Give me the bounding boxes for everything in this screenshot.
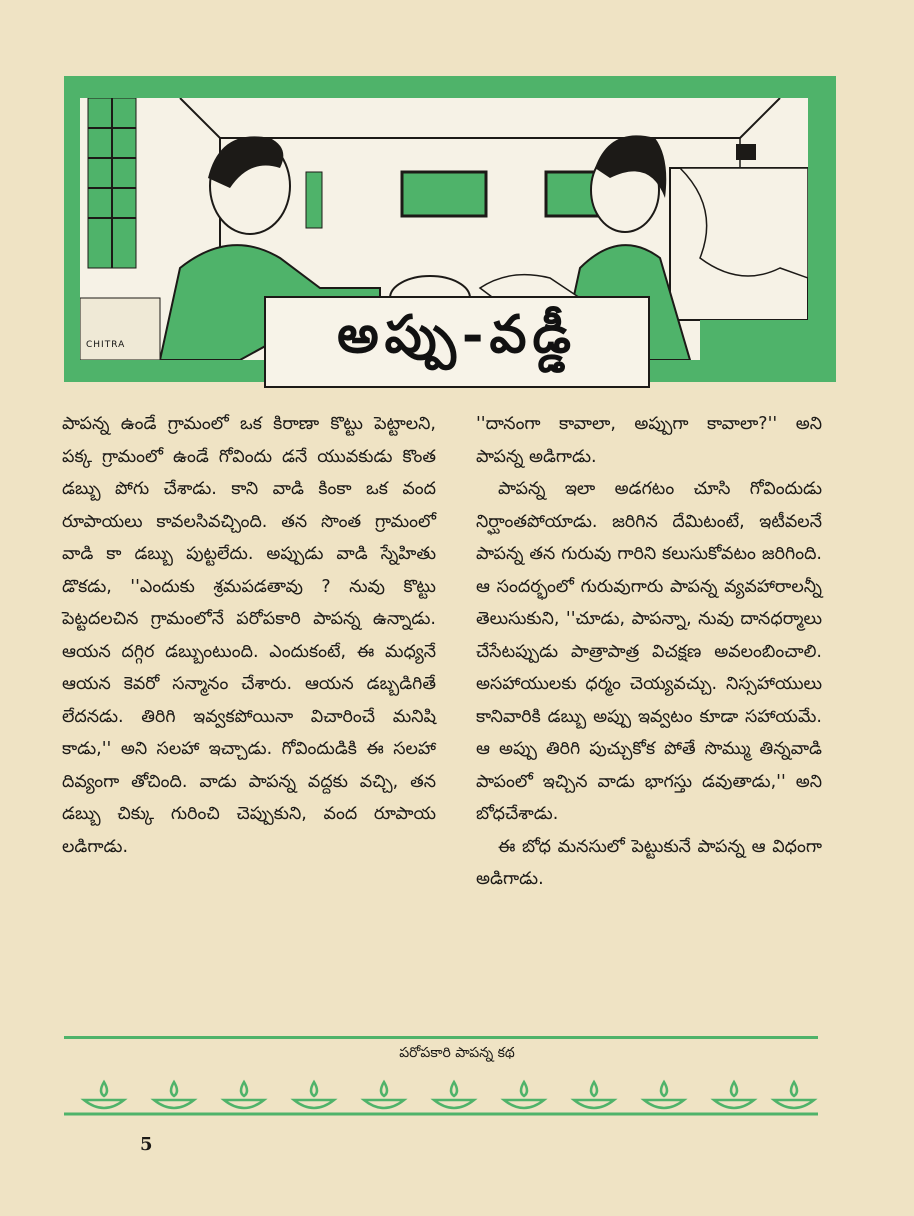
right-paragraph: ఈ బోధ మనసులో పెట్టుకునే పాపన్న ఆ విధంగా అడిగాడు.	[476, 836, 822, 889]
page-number: 5	[140, 1134, 153, 1155]
right-paragraph: ''దానంగా కావాలా, అప్పుగా కావాలా?'' అని పాపన్న అడిగాడు.	[476, 414, 822, 467]
series-title: పరోపకారి పాపన్న కథ	[399, 1045, 515, 1061]
right-paragraph: పాపన్న ఇలా అడగటం చూసి గోవిందుడు నిర్ఘాంతపోయాడు. జరిగిన దేమిటంటే, ఇటీవలనే పాపన్న తన గురువు గారిని కలుసుకోవటం జరిగింది. ఆ సందర్భంలో గురువుగారు పాపన్న వ్యవహారాలన్నీ తెలుసుకుని, ''చూడు, పాపన్నా, నువు దానధర్మాలు చేసేటప్పుడు పాత్రాపాత్ర విచక్షణ అవలంబించాలి. అసహాయులకు ధర్మం చెయ్యవచ్చు. నిస్సహాయులు కానివారికి డబ్బు అప్పు ఇవ్వటం కూడా సహాయమే. ఆ అప్పు తిరిగి పుచ్చుకోక పోతే సొమ్ము తిన్నవాడి పాపంలో ఇచ్చిన వాడు భాగస్తు డవుతాడు,'' అని బోధచేశాడు.	[476, 479, 822, 824]
footer-rule	[64, 1036, 818, 1039]
artist-signature: CHITRA	[86, 340, 126, 350]
left-paragraph: పాపన్న ఉండే గ్రామంలో ఒక కిరాణా కొట్టు పెట్టాలని, పక్క గ్రామంలో ఉండే గోవిందు డనే యువకుడు కొంత డబ్బు పోగు చేశాడు. కాని వాడి కింకా ఒక వంద రూపాయలు కావలసివచ్చింది. తన సొంత గ్రామంలో వాడి కా డబ్బు పుట్టలేదు. అప్పుడు వాడి స్నేహితు డొకడు, ''ఎందుకు శ్రమపడతావు ? నువు కొట్టు పెట్టదలచిన గ్రామంలోనే పరోపకారి పాపన్న ఉన్నాడు. ఆయన దగ్గిర డబ్బుంటుంది. ఎందుకంటే, ఈ మధ్యనే ఆయన కెవరో సన్మానం చేశారు. ఆయన డబ్బడిగితే లేదనడు. తిరిగి ఇవ్వకపోయినా విచారించే మనిషి కాడు,'' అని సలహా ఇచ్చాడు. గోవిందుడికి ఈ సలహా దివ్యంగా తోచింది. వాడు పాపన్న వద్దకు వచ్చి, తన డబ్బు చిక్కు గురించి చెప్పుకుని, వంద రూపాయ లడిగాడు.	[62, 414, 436, 857]
left-column	[62, 408, 436, 863]
right-column	[476, 408, 822, 896]
title-box	[264, 296, 650, 388]
page-title: అప్పు-వడ్డీ	[337, 304, 577, 365]
diya-lamps-icon	[64, 1070, 818, 1122]
lamp-border	[64, 1070, 818, 1122]
